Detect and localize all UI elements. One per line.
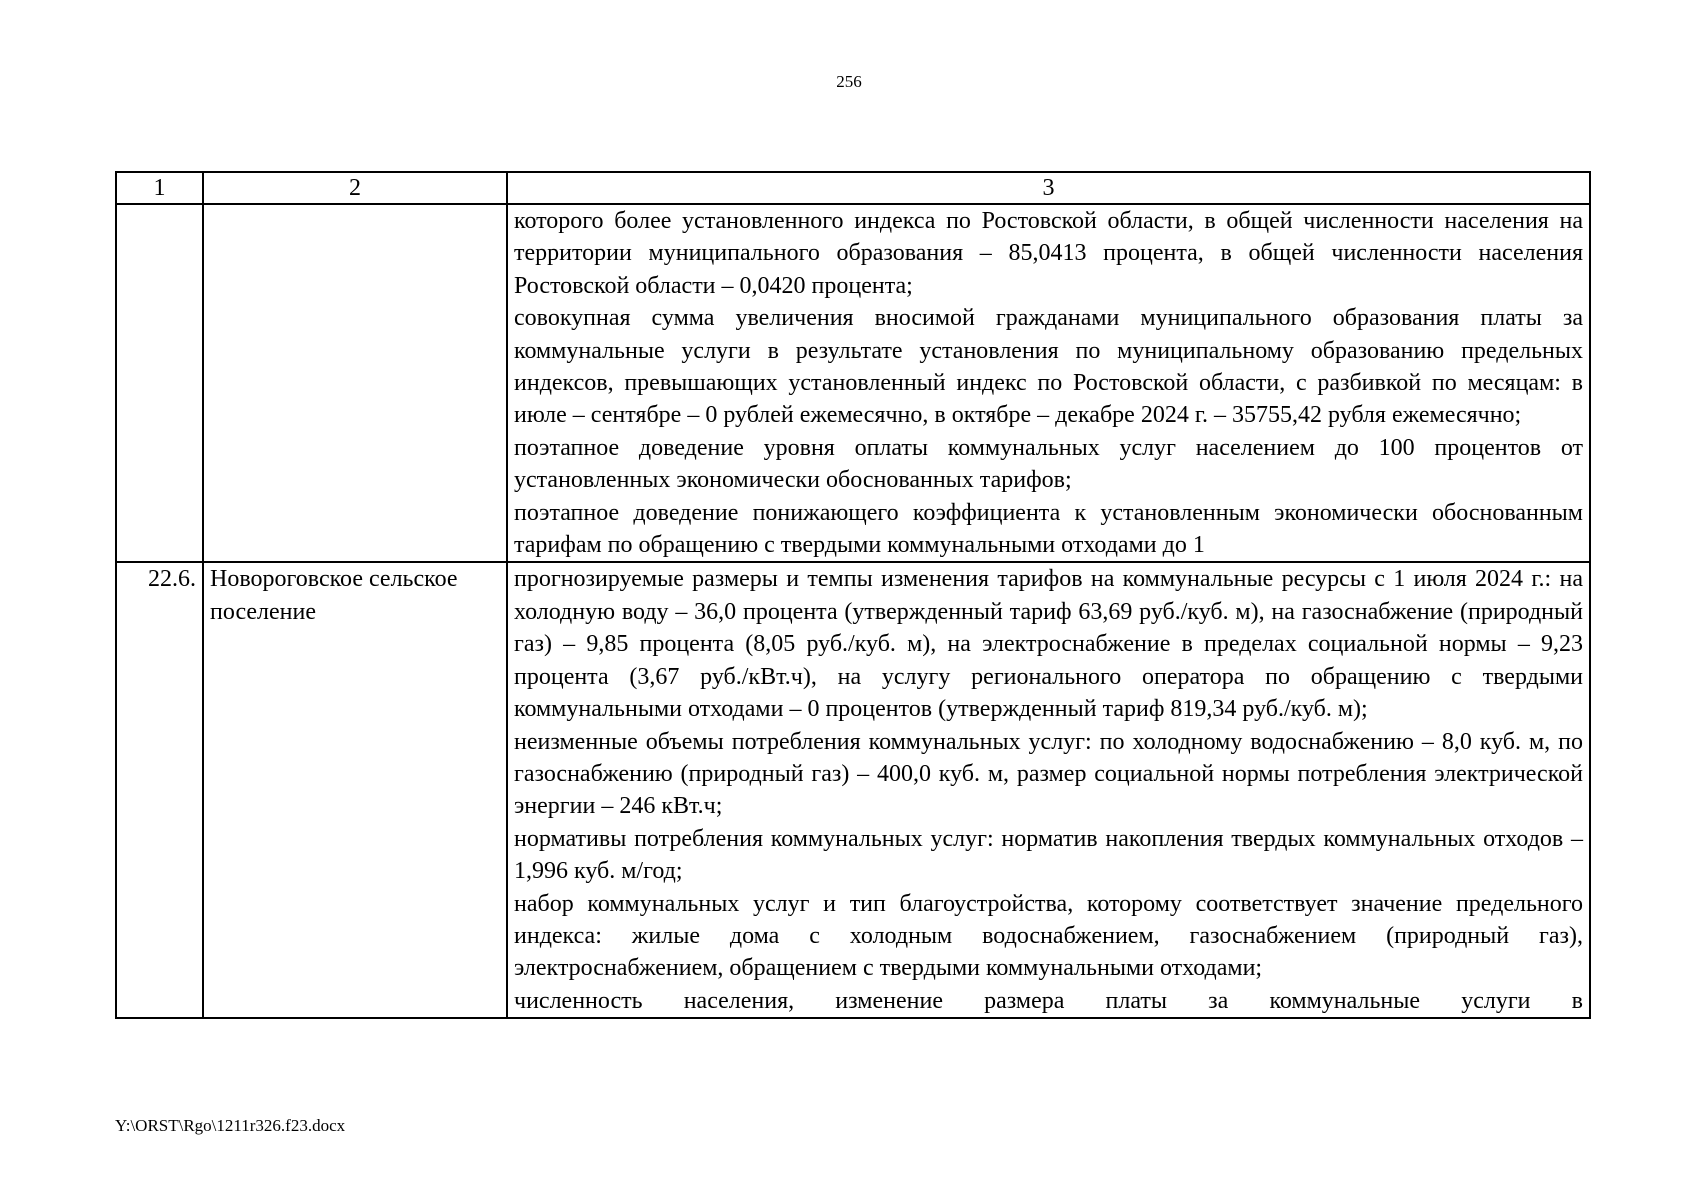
table-row — [116, 562, 1590, 1018]
description-paragraph: набор коммунальных услуг и тип благоустройства, которому соответствует значение предельного индекса: жилые дома с холодным водоснабжением, газоснабжением (природный газ), электроснабжением, обращением с твердыми коммунальными отходами; — [514, 890, 1583, 982]
page-number: 256 — [836, 72, 862, 91]
municipality-name — [203, 204, 507, 562]
description-paragraph: численность населения, изменение размера платы за коммунальные услуги в — [514, 987, 1583, 1014]
row-description — [507, 562, 1590, 1018]
municipality-name: Новороговское сельское поселение — [203, 562, 507, 1018]
description-paragraph: нормативы потребления коммунальных услуг: норматив накопления твердых коммунальных отходов – 1,996 куб. м/год; — [514, 825, 1583, 885]
column-header-1: 1 — [116, 172, 203, 204]
column-header-2: 2 — [203, 172, 507, 204]
description-paragraph: совокупная сумма увеличения вносимой гражданами муниципального образования платы за коммунальные услуги в результате установления по муниципальному образованию предельных индексов, превышающих установленный индекс по Ростовской области, с разбивкой по месяцам: в июле – сентябре – 0 рублей ежемесячно, в октябре – декабре 2024 г. – 35755,42 рубля ежемесячно; — [514, 305, 1583, 429]
row-number — [116, 204, 203, 562]
column-header-3: 3 — [507, 172, 1590, 204]
row-description — [507, 204, 1590, 562]
table-row — [116, 204, 1590, 562]
description-paragraph: прогнозируемые размеры и темпы изменения тарифов на коммунальные ресурсы с 1 июля 2024 г.: на холодную воду – 36,0 процента (утвержденный тариф 63,69 руб./куб. м), на газоснабжение (природный газ) – 9,85 процента (8,05 руб./куб. м), на электроснабжение в пределах социальной нормы – 9,23 процента (3,67 руб./кВт.ч), на услугу регионального оператора по обращению с твердыми коммунальными отходами – 0 процентов (утвержденный тариф 819,34 руб./куб. м); — [514, 566, 1583, 723]
description-paragraph: поэтапное доведение уровня оплаты коммунальных услуг населением до 100 процентов от установленных экономически обоснованных тарифов; — [514, 434, 1583, 494]
description-paragraph: неизменные объемы потребления коммунальных услуг: по холодному водоснабжению – 8,0 куб. м, по газоснабжению (природный газ) – 400,0 куб. м, размер социальной нормы потребления электрической энергии – 246 кВт.ч; — [514, 728, 1583, 820]
description-paragraph: которого более установленного индекса по Ростовской области, в общей численности населения на территории муниципального образования – 85,0413 процента, в общей численности населения Ростовской области – 0,0420 процента; — [514, 208, 1583, 299]
footer-file-path: Y:\ORST\Rgo\1211r326.f23.docx — [115, 1116, 346, 1135]
description-paragraph: поэтапное доведение понижающего коэффициента к установленным экономически обоснованным тарифам по обращению с твердыми коммунальными отходами до 1 — [514, 499, 1583, 559]
row-number: 22.6. — [116, 562, 203, 1018]
tariff-table — [115, 171, 1591, 1019]
table-header-row — [116, 172, 1590, 204]
